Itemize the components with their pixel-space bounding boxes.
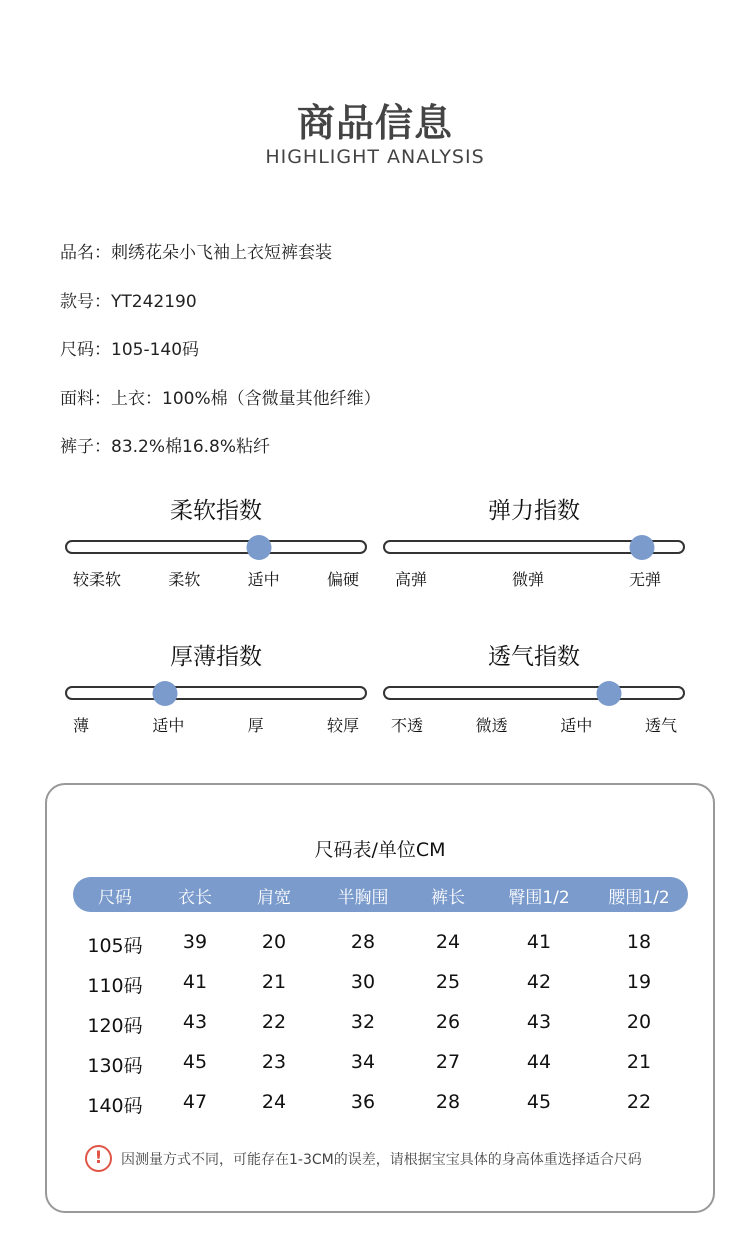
- info-style-no: 款号：YT242190: [60, 292, 197, 312]
- scale-label: 偏硬: [326, 570, 359, 589]
- scale-label: 较厚: [326, 716, 359, 735]
- table-cell: 36: [350, 1091, 376, 1113]
- table-row: [47, 1011, 713, 1041]
- table-cell: 30: [350, 971, 376, 993]
- slider-knob: [630, 535, 655, 560]
- scale-label: 薄: [73, 716, 90, 735]
- table-row: [47, 1051, 713, 1081]
- table-cell: 25: [435, 971, 461, 993]
- thickness-index: [65, 638, 367, 736]
- table-cell: 105码: [87, 935, 143, 957]
- slider-knob: [247, 535, 272, 560]
- table-cell: 140码: [87, 1095, 143, 1117]
- table-cell: 43: [182, 1011, 208, 1033]
- scale-label: 适中: [247, 570, 280, 589]
- column-header: 腰围1/2: [608, 888, 670, 908]
- table-cell: 23: [261, 1051, 287, 1073]
- page-subtitle: HIGHLIGHT ANALYSIS: [265, 146, 485, 168]
- warning-icon: !: [85, 1145, 112, 1172]
- column-header: 肩宽: [257, 888, 291, 908]
- size-note-text: 因测量方式不同，可能存在1-3CM的误差，请根据宝宝具体的身高体重选择适合尺码: [121, 1151, 642, 1168]
- scale-label: 柔软: [168, 570, 201, 589]
- table-cell: 41: [182, 971, 208, 993]
- table-cell: 42: [526, 971, 552, 993]
- table-cell: 45: [526, 1091, 552, 1113]
- column-header: 衣长: [178, 888, 212, 908]
- table-cell: 20: [626, 1011, 652, 1033]
- table-cell: 27: [435, 1051, 461, 1073]
- index-title: 柔软指数: [170, 498, 262, 524]
- column-header: 裤长: [431, 888, 465, 908]
- scale-label: 无弹: [628, 570, 661, 589]
- scale-label: 微透: [475, 716, 508, 735]
- table-cell: 19: [626, 971, 652, 993]
- table-cell: 22: [261, 1011, 287, 1033]
- table-cell: 45: [182, 1051, 208, 1073]
- slider-knob: [153, 681, 178, 706]
- table-cell: 24: [261, 1091, 287, 1113]
- table-cell: 21: [626, 1051, 652, 1073]
- table-cell: 130码: [87, 1055, 143, 1077]
- table-cell: 18: [626, 931, 652, 953]
- breathability-slider-track: [383, 686, 685, 700]
- page-title: 商品信息: [296, 101, 453, 145]
- scale-label: 不透: [391, 716, 424, 735]
- column-header: 臀围1/2: [508, 888, 570, 908]
- table-cell: 22: [626, 1091, 652, 1113]
- index-title: 透气指数: [488, 644, 580, 670]
- table-cell: 21: [261, 971, 287, 993]
- size-table-caption: 尺码表/单位CM: [314, 839, 446, 861]
- info-pants: 裤子：83.2%棉16.8%粘纤: [60, 437, 271, 457]
- scale-label: 高弹: [395, 570, 428, 589]
- table-cell: 39: [182, 931, 208, 953]
- scale-label: 适中: [560, 716, 593, 735]
- scale-label: 适中: [152, 716, 185, 735]
- table-cell: 34: [350, 1051, 376, 1073]
- softness-slider-track: [65, 540, 367, 554]
- index-title: 弹力指数: [488, 498, 580, 524]
- table-row: [47, 931, 713, 961]
- table-cell: 26: [435, 1011, 461, 1033]
- table-cell: 32: [350, 1011, 376, 1033]
- index-title: 厚薄指数: [170, 644, 262, 670]
- column-header: 半胸围: [337, 888, 389, 908]
- elasticity-slider-track: [383, 540, 685, 554]
- info-size: 尺码：105-140码: [60, 340, 200, 360]
- size-table-card: [45, 783, 715, 1213]
- breathability-index: [383, 638, 685, 736]
- table-cell: 110码: [87, 975, 143, 997]
- table-cell: 20: [261, 931, 287, 953]
- size-note: [85, 1145, 642, 1172]
- table-cell: 120码: [87, 1015, 143, 1037]
- size-table-header: [73, 877, 688, 912]
- column-header: 尺码: [98, 888, 132, 908]
- elasticity-index: [383, 492, 685, 590]
- softness-index: [65, 492, 367, 590]
- scale-label: 较柔软: [73, 570, 122, 589]
- thickness-slider-track: [65, 686, 367, 700]
- table-row: [47, 1091, 713, 1121]
- table-cell: 28: [435, 1091, 461, 1113]
- table-row: [47, 971, 713, 1001]
- slider-knob: [596, 681, 621, 706]
- scale-label: 透气: [644, 716, 677, 735]
- info-fabric: 面料：上衣：100%棉（含微量其他纤维）: [60, 389, 381, 409]
- scale-label: 微弹: [511, 570, 544, 589]
- table-cell: 41: [526, 931, 552, 953]
- table-cell: 44: [526, 1051, 552, 1073]
- scale-label: 厚: [247, 716, 264, 735]
- table-cell: 24: [435, 931, 461, 953]
- info-name: 品名：刺绣花朵小飞袖上衣短裤套装: [60, 243, 332, 263]
- table-cell: 28: [350, 931, 376, 953]
- table-cell: 43: [526, 1011, 552, 1033]
- table-cell: 47: [182, 1091, 208, 1113]
